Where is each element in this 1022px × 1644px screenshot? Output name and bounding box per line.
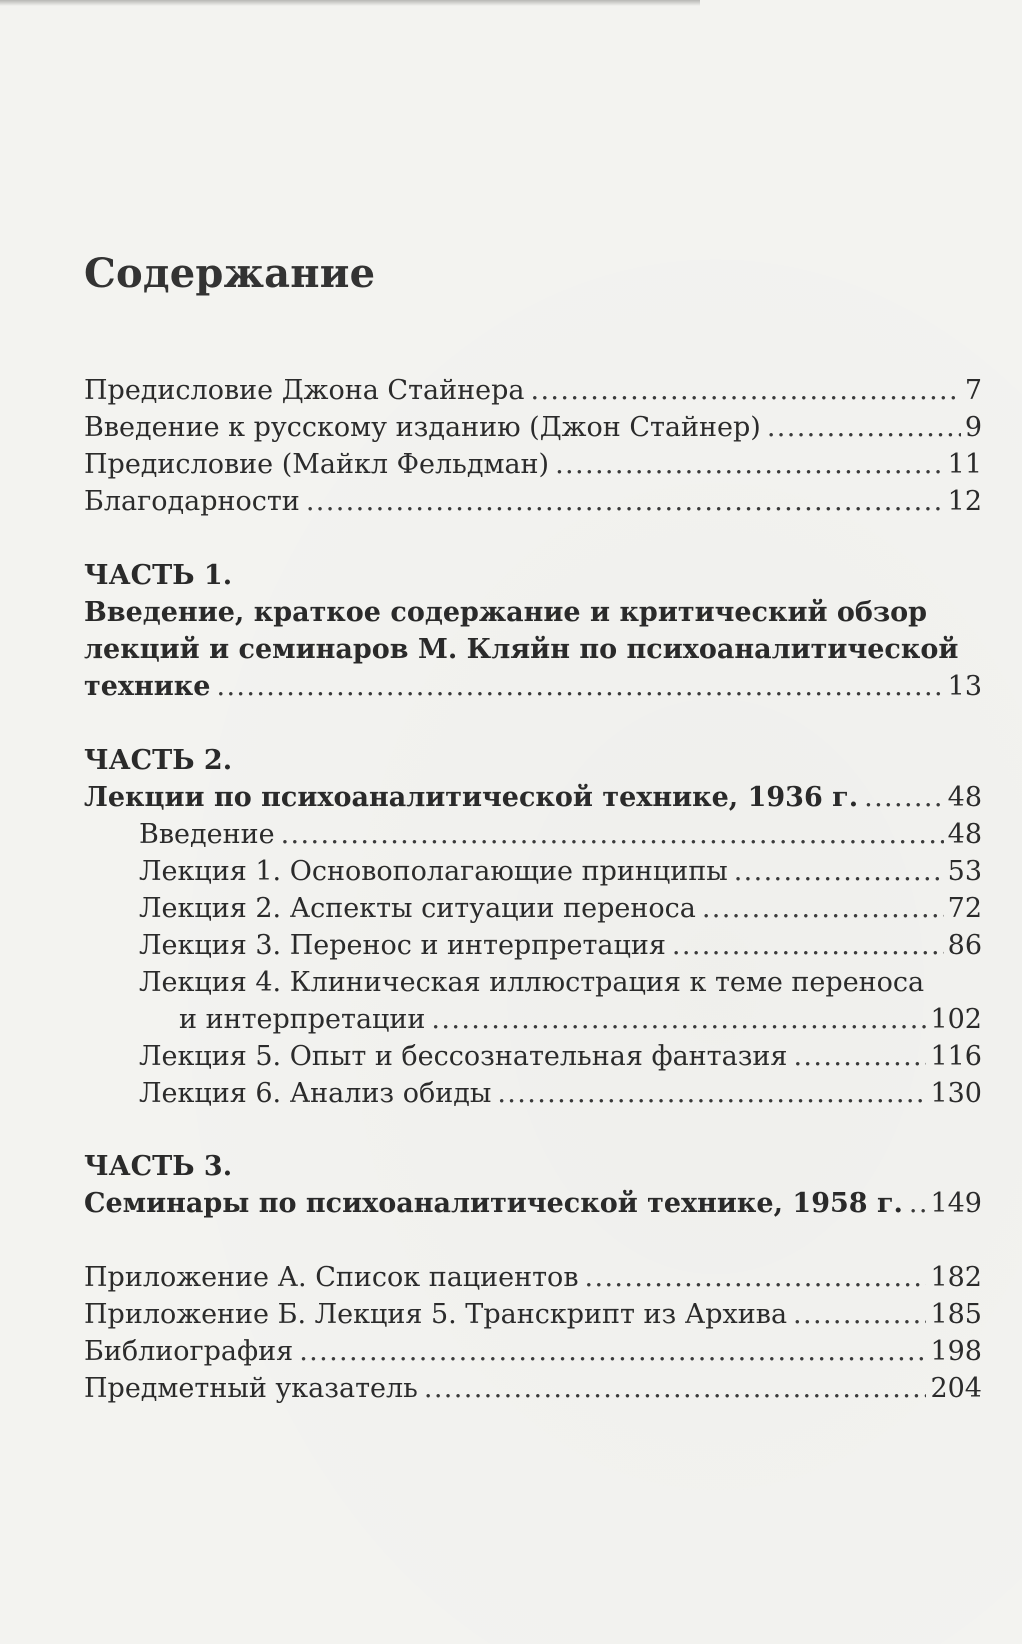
toc-entry-appendix-a	[84, 1259, 982, 1296]
entry-title: Введение	[139, 819, 275, 850]
entry-title: Приложение А. Список пациентов	[84, 1262, 579, 1293]
entry-page: 9	[964, 412, 982, 443]
dot-leader	[530, 372, 960, 409]
toc-entry-lecture-5	[139, 1038, 982, 1075]
entry-page: 48	[947, 782, 982, 813]
toc-entry-foreword-feldman	[84, 446, 982, 483]
toc-entry-lecture-4	[179, 1001, 982, 1038]
entry-title: Введение к русскому изданию (Джон Стайнер)	[84, 412, 761, 443]
entry-page: 7	[964, 375, 982, 406]
entry-page: 182	[930, 1262, 982, 1293]
toc-entry-part-2	[84, 779, 982, 816]
toc-entry-lecture-3	[139, 927, 982, 964]
toc-entry-appendix-b	[84, 1296, 982, 1333]
entry-page: 53	[947, 856, 982, 887]
toc-entry-acknowledgements	[84, 483, 982, 520]
part-3-label: ЧАСТЬ 3.	[84, 1151, 233, 1182]
dot-leader	[909, 1185, 927, 1222]
toc-heading: Содержание	[84, 250, 376, 297]
entry-page: 48	[947, 819, 982, 850]
dot-leader	[497, 1075, 926, 1112]
entry-page: 198	[930, 1336, 982, 1367]
entry-title: Приложение Б. Лекция 5. Транскрипт из Архива	[84, 1299, 788, 1330]
entry-title: Предметный указатель	[84, 1373, 418, 1404]
dot-leader	[702, 890, 944, 927]
entry-title: Предисловие Джона Стайнера	[84, 375, 525, 406]
toc-entry-subject-index	[84, 1370, 982, 1407]
toc-entry-intro-russian	[84, 409, 982, 446]
entry-title: Библиография	[84, 1336, 294, 1367]
dot-leader	[424, 1370, 927, 1407]
dot-leader	[793, 1296, 926, 1333]
part-1-label: ЧАСТЬ 1.	[84, 560, 233, 591]
toc-entry-lecture-6	[139, 1075, 982, 1112]
dot-leader	[793, 1038, 926, 1075]
entry-title: и интерпретации	[179, 1004, 426, 1035]
dot-leader	[216, 668, 943, 705]
entry-title: Лекция 2. Аспекты ситуации переноса	[139, 893, 696, 924]
entry-page: 72	[947, 893, 982, 924]
toc-entry-lecture-4-line-1: Лекция 4. Клиническая иллюстрация к теме переноса	[139, 967, 925, 998]
toc-entry-foreword-steiner	[84, 372, 982, 409]
entry-title: Лекция 3. Перенос и интерпретация	[139, 930, 666, 961]
entry-page: 149	[930, 1188, 982, 1219]
toc-entry-part-1	[84, 668, 982, 705]
dot-leader	[306, 483, 944, 520]
toc-entry-lecture-2	[139, 890, 982, 927]
entry-title: Лекция 6. Анализ обиды	[139, 1078, 492, 1109]
entry-page: 13	[947, 671, 982, 702]
toc-entry-bibliography	[84, 1333, 982, 1370]
dot-leader	[555, 446, 944, 483]
toc-entry-lecture-1	[139, 853, 982, 890]
dot-leader	[431, 1001, 926, 1038]
entry-title: Благодарности	[84, 486, 300, 517]
entry-page: 86	[947, 930, 982, 961]
entry-page: 185	[930, 1299, 982, 1330]
entry-title: технике	[84, 671, 211, 702]
dot-leader	[672, 927, 944, 964]
dot-leader	[767, 409, 961, 446]
page-top-shadow	[0, 0, 700, 6]
entry-page: 11	[947, 449, 982, 480]
dot-leader	[299, 1333, 926, 1370]
entry-title: Семинары по психоаналитической технике, 1958 г.	[84, 1188, 903, 1219]
entry-page: 12	[947, 486, 982, 517]
entry-page: 204	[930, 1373, 982, 1404]
toc-entry-part-2-intro	[139, 816, 982, 853]
entry-page: 130	[930, 1078, 982, 1109]
entry-page: 116	[930, 1041, 982, 1072]
entry-title: Лекция 5. Опыт и бессознательная фантазия	[139, 1041, 788, 1072]
dot-leader	[864, 779, 944, 816]
part-1-title-line: лекций и семинаров М. Кляйн по психоаналитической	[84, 634, 959, 665]
part-1-title-line: Введение, краткое содержание и критический обзор	[84, 597, 928, 628]
dot-leader	[734, 853, 944, 890]
dot-leader	[281, 816, 944, 853]
entry-title: Лекции по психоаналитической технике, 1936 г.	[84, 782, 859, 813]
entry-title: Предисловие (Майкл Фельдман)	[84, 449, 550, 480]
part-2-label: ЧАСТЬ 2.	[84, 745, 233, 776]
entry-title: Лекция 1. Основополагающие принципы	[139, 856, 728, 887]
toc-entry-part-3	[84, 1185, 982, 1222]
dot-leader	[585, 1259, 927, 1296]
entry-page: 102	[930, 1004, 982, 1035]
